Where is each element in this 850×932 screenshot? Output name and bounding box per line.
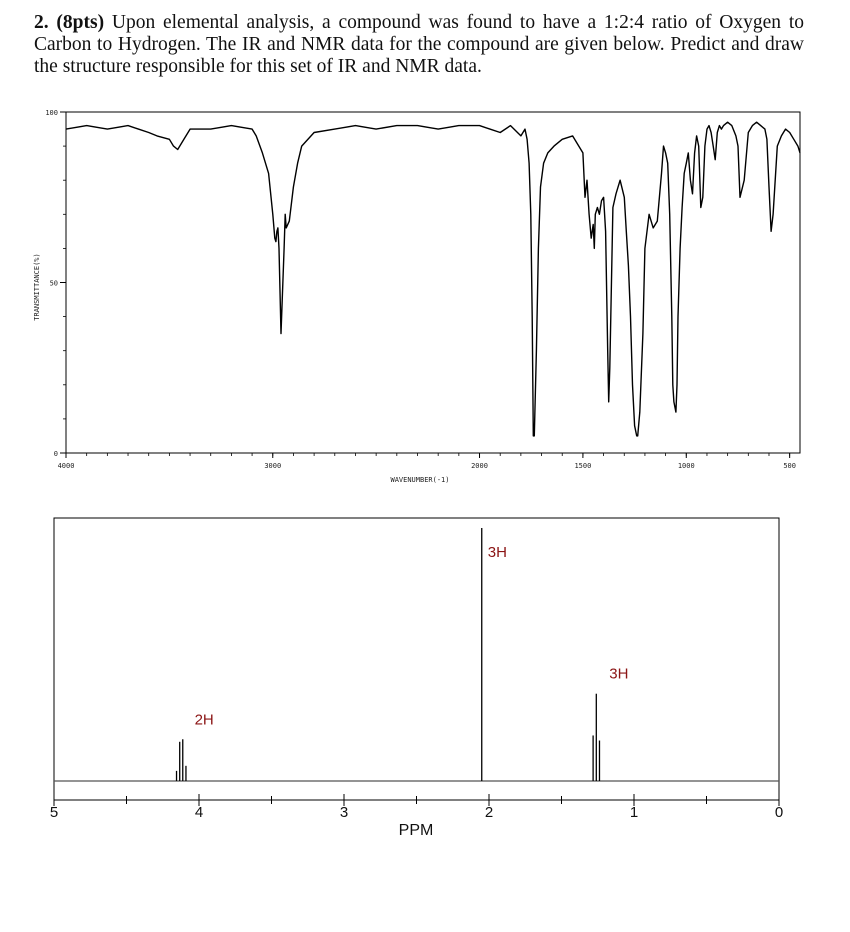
ir-x-tick-label: 4000 — [57, 462, 75, 470]
nmr-integration-label: 3H — [609, 665, 629, 683]
nmr-x-tick-label: 1 — [629, 804, 639, 821]
nmr-peaks — [177, 528, 600, 781]
nmr-x-tick-label: 3 — [339, 804, 349, 821]
nmr-x-axis-label: PPM — [398, 822, 434, 839]
nmr-x-tick-label: 4 — [194, 804, 204, 821]
ir-y-tick-label: 0 — [53, 450, 58, 458]
nmr-integration-label: 3H — [487, 544, 507, 561]
nmr-integrations — [195, 544, 629, 728]
ir-y-axis-label: TRANSMITTANCE(%) — [33, 253, 41, 321]
ir-x-tick-label: 2000 — [471, 462, 488, 470]
question-body: Upon elemental analysis, a compound was found to have a 1:2:4 ratio of Oxygen to Carbon to Hydrogen. The IR and NMR data for the compound are given below. Predict and draw the structure responsible for this set of IR and NMR data. — [34, 12, 804, 77]
ir-y-tick-label: 100 — [45, 109, 58, 117]
ir-x-axis-label: WAVENUMBER(-1) — [390, 476, 450, 484]
nmr-x-tick-label: 5 — [49, 804, 59, 821]
nmr-x-tick-label: 2 — [484, 804, 494, 821]
question-number: 2. — [34, 12, 49, 33]
ir-x-tick-label: 3000 — [264, 462, 282, 470]
nmr-plot-frame — [54, 518, 779, 804]
ir-x-tick-label: 500 — [783, 462, 796, 470]
nmr-x-tick-label: 0 — [774, 804, 784, 821]
nmr-plot-border — [54, 518, 779, 800]
question-points: (8pts) — [56, 12, 105, 33]
nmr-integration-label: 2H — [194, 711, 214, 729]
ir-y-tick-label: 50 — [49, 279, 58, 288]
ir-x-tick-label: 1000 — [677, 462, 695, 470]
ir-x-tick-label: 1500 — [574, 462, 592, 470]
